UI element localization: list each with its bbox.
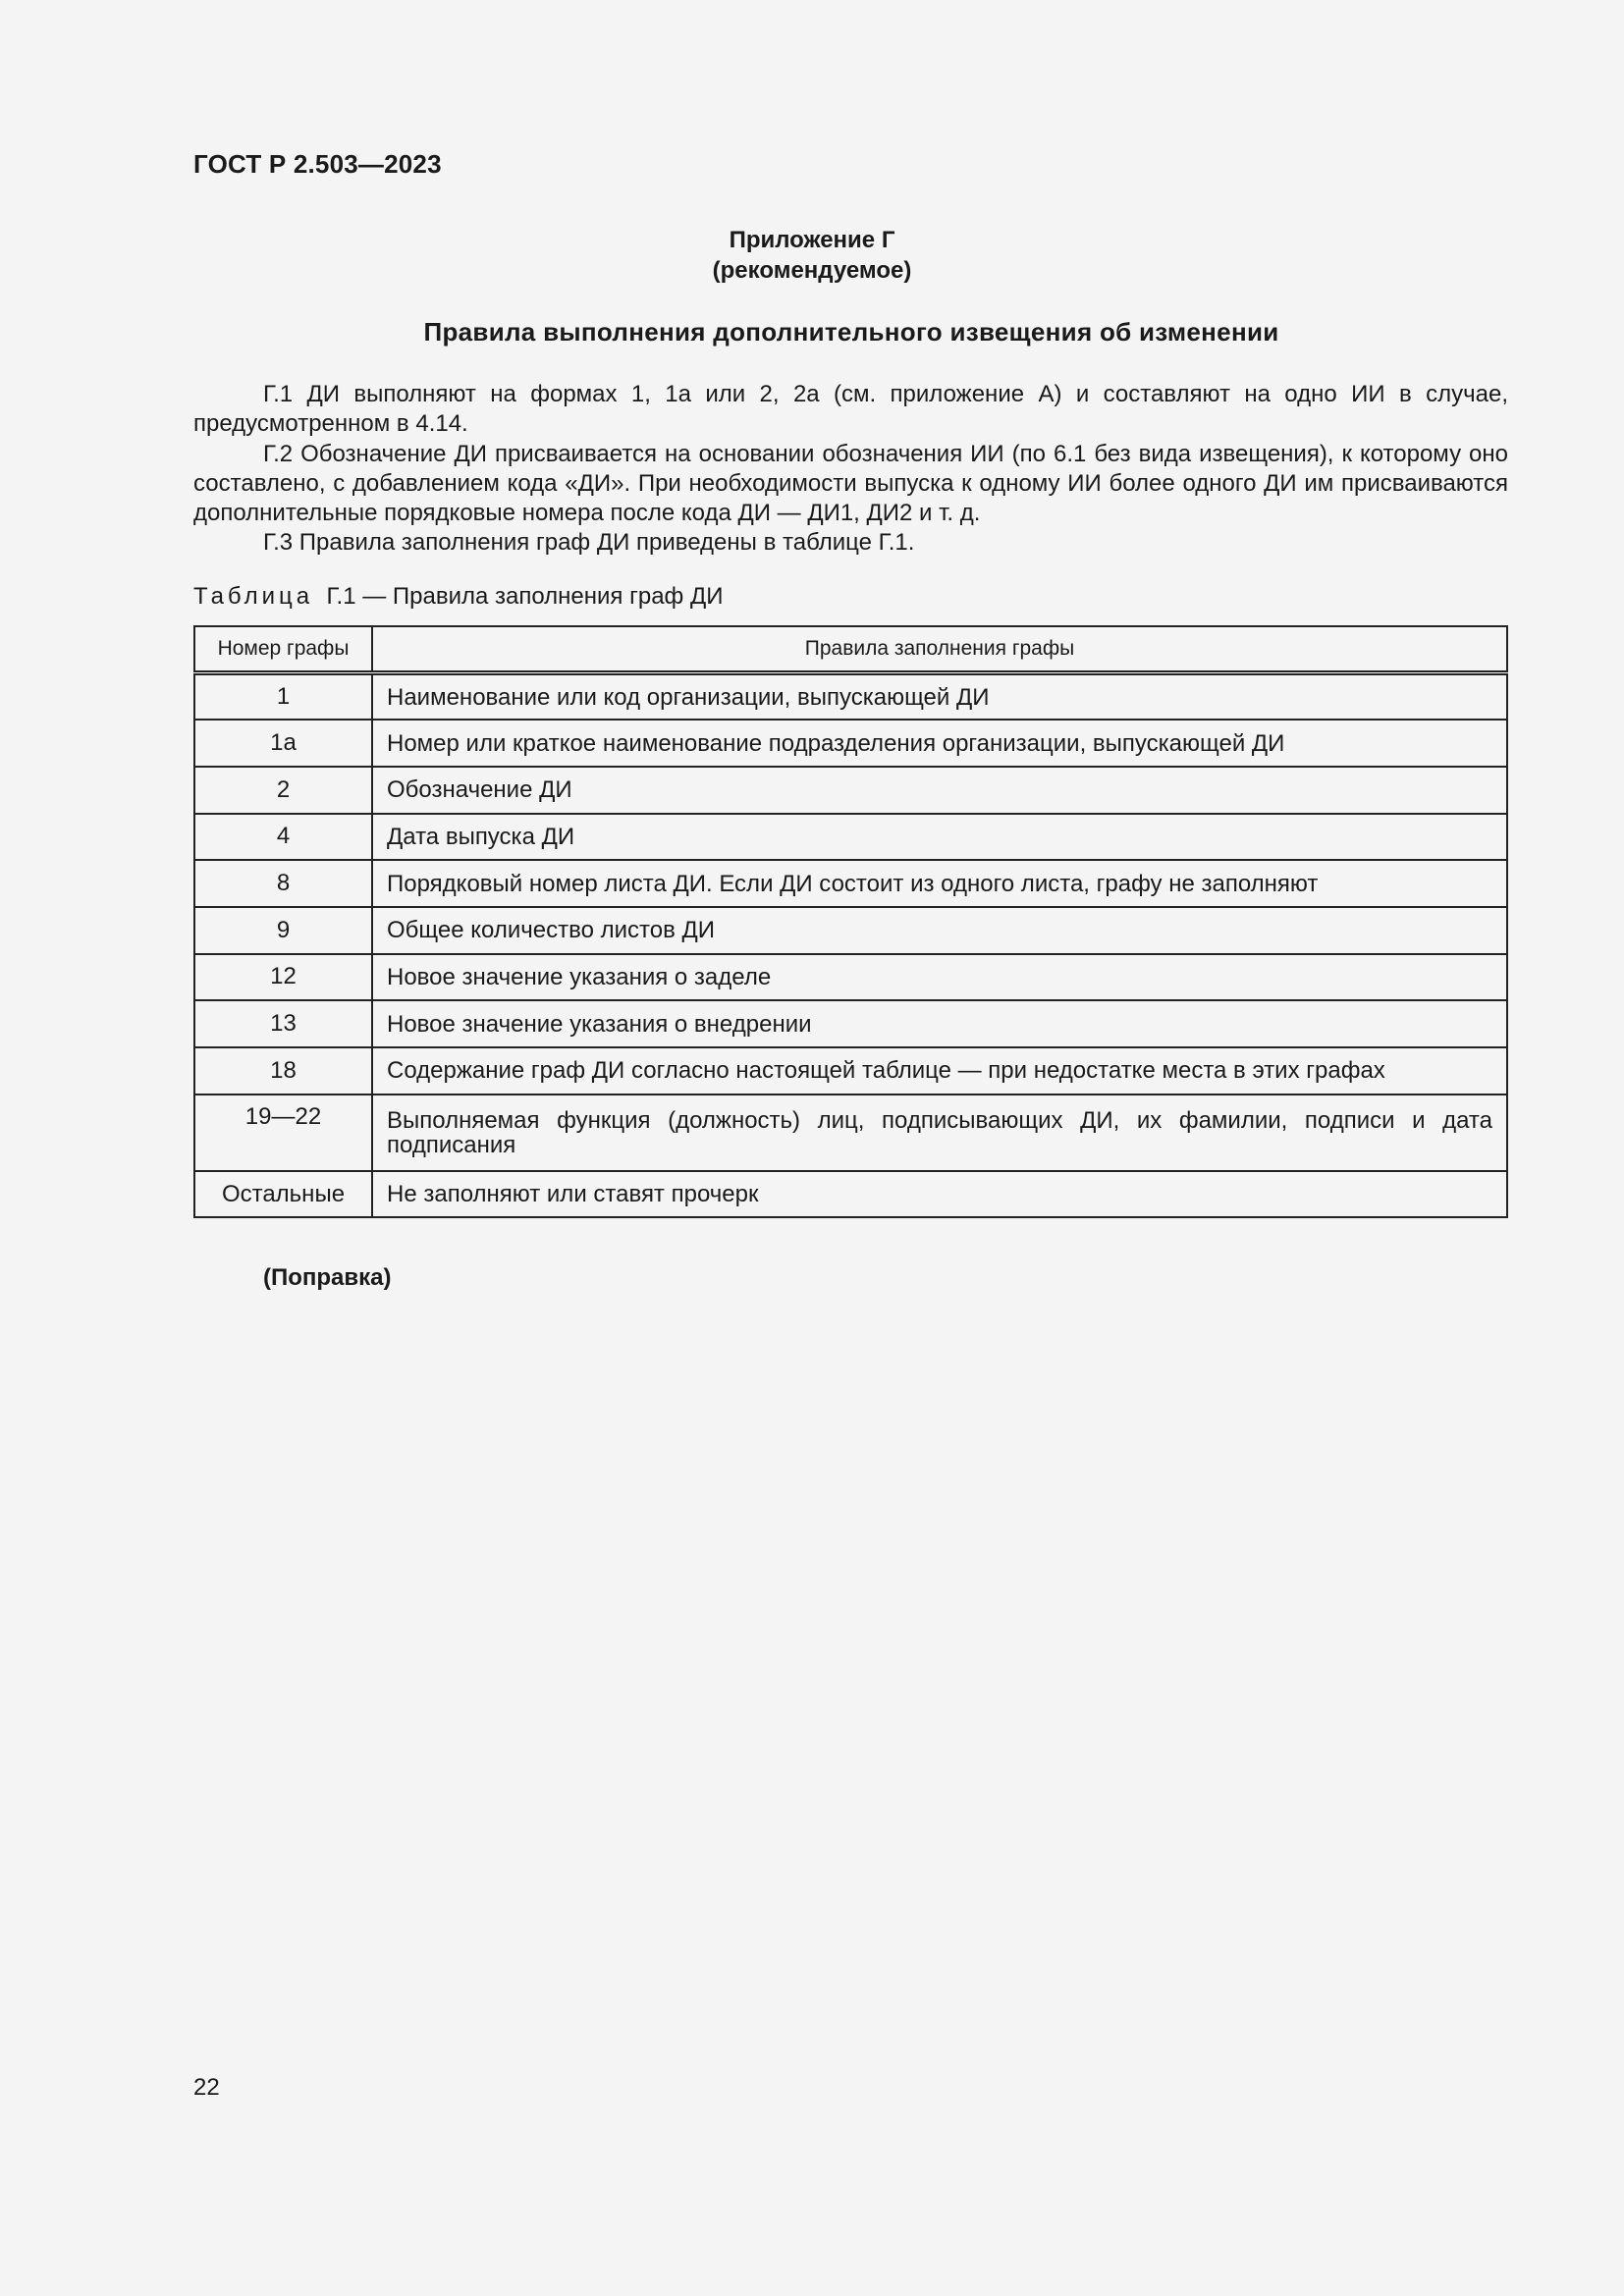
section-title: Правила выполнения дополнительного извещения об изменении <box>423 317 1279 347</box>
table-caption <box>193 582 723 612</box>
paragraphs <box>193 380 1508 559</box>
paragraph-g2: Г.2 Обозначение ДИ присваивается на основании обозначения ИИ (по 6.1 без вида извещения), к которому оно составлено, с добавлением кода «ДИ». При необходимости выпуска к одному ИИ более одного ДИ им присваиваются дополнительные порядковые номера после кода ДИ — ДИ1, ДИ2 и т. д. <box>193 440 1508 527</box>
amendment-note: (Поправка) <box>263 1264 392 1291</box>
table-row <box>194 720 1507 767</box>
paragraph-g1: Г.1 ДИ выполняют на формах 1, 1а или 2, 2а (см. приложение А) и составляют на одно ИИ в случае, предусмотренном в 4.14. <box>193 381 1508 438</box>
appendix-status: (рекомендуемое) <box>712 257 912 284</box>
row-number: 2 <box>194 767 372 814</box>
row-rule: Дата выпуска ДИ <box>372 814 1507 861</box>
table-row <box>194 1171 1507 1218</box>
row-rule: Содержание граф ДИ согласно настоящей таблице — при недостатке места в этих графах <box>372 1047 1507 1095</box>
table-row <box>194 767 1507 814</box>
row-rule: Не заполняют или ставят прочерк <box>372 1171 1507 1218</box>
row-rule: Выполняемая функция (должность) лиц, подписывающих ДИ, их фамилии, подписи и дата подписания <box>372 1095 1507 1171</box>
row-number: 1а <box>194 720 372 767</box>
header-number: Номер графы <box>194 626 372 673</box>
row-rule: Новое значение указания о внедрении <box>372 1000 1507 1047</box>
row-rule: Обозначение ДИ <box>372 767 1507 814</box>
table-row <box>194 860 1507 907</box>
table-header-row <box>194 626 1507 673</box>
row-number: 1 <box>194 673 372 721</box>
table-row <box>194 954 1507 1001</box>
row-number: 18 <box>194 1047 372 1095</box>
row-rule: Общее количество листов ДИ <box>372 907 1507 954</box>
row-rule: Порядковый номер листа ДИ. Если ДИ состоит из одного листа, графу не заполняют <box>372 860 1507 907</box>
table-row <box>194 1095 1507 1171</box>
row-rule: Новое значение указания о заделе <box>372 954 1507 1001</box>
row-number: 9 <box>194 907 372 954</box>
row-rule: Наименование или код организации, выпускающей ДИ <box>372 673 1507 721</box>
table-row <box>194 1047 1507 1095</box>
row-number: 13 <box>194 1000 372 1047</box>
table-row <box>194 814 1507 861</box>
paragraph-g3: Г.3 Правила заполнения граф ДИ приведены в таблице Г.1. <box>263 529 915 557</box>
row-number: Остальные <box>194 1171 372 1218</box>
row-number: 19—22 <box>194 1095 372 1171</box>
page-number: 22 <box>193 2074 220 2101</box>
table-row <box>194 907 1507 954</box>
table-caption-label: Таблица <box>193 583 314 610</box>
row-rule: Номер или краткое наименование подразделения организации, выпускающей ДИ <box>372 720 1507 767</box>
table-row <box>194 673 1507 721</box>
row-number: 4 <box>194 814 372 861</box>
document-code: ГОСТ Р 2.503—2023 <box>193 149 442 179</box>
rules-table <box>193 625 1508 1218</box>
appendix-title: Приложение Г <box>729 227 895 253</box>
row-number: 12 <box>194 954 372 1001</box>
table-row <box>194 1000 1507 1047</box>
table-caption-text: Г.1 — Правила заполнения граф ДИ <box>326 583 724 610</box>
row-number: 8 <box>194 860 372 907</box>
header-rule: Правила заполнения графы <box>372 626 1507 673</box>
